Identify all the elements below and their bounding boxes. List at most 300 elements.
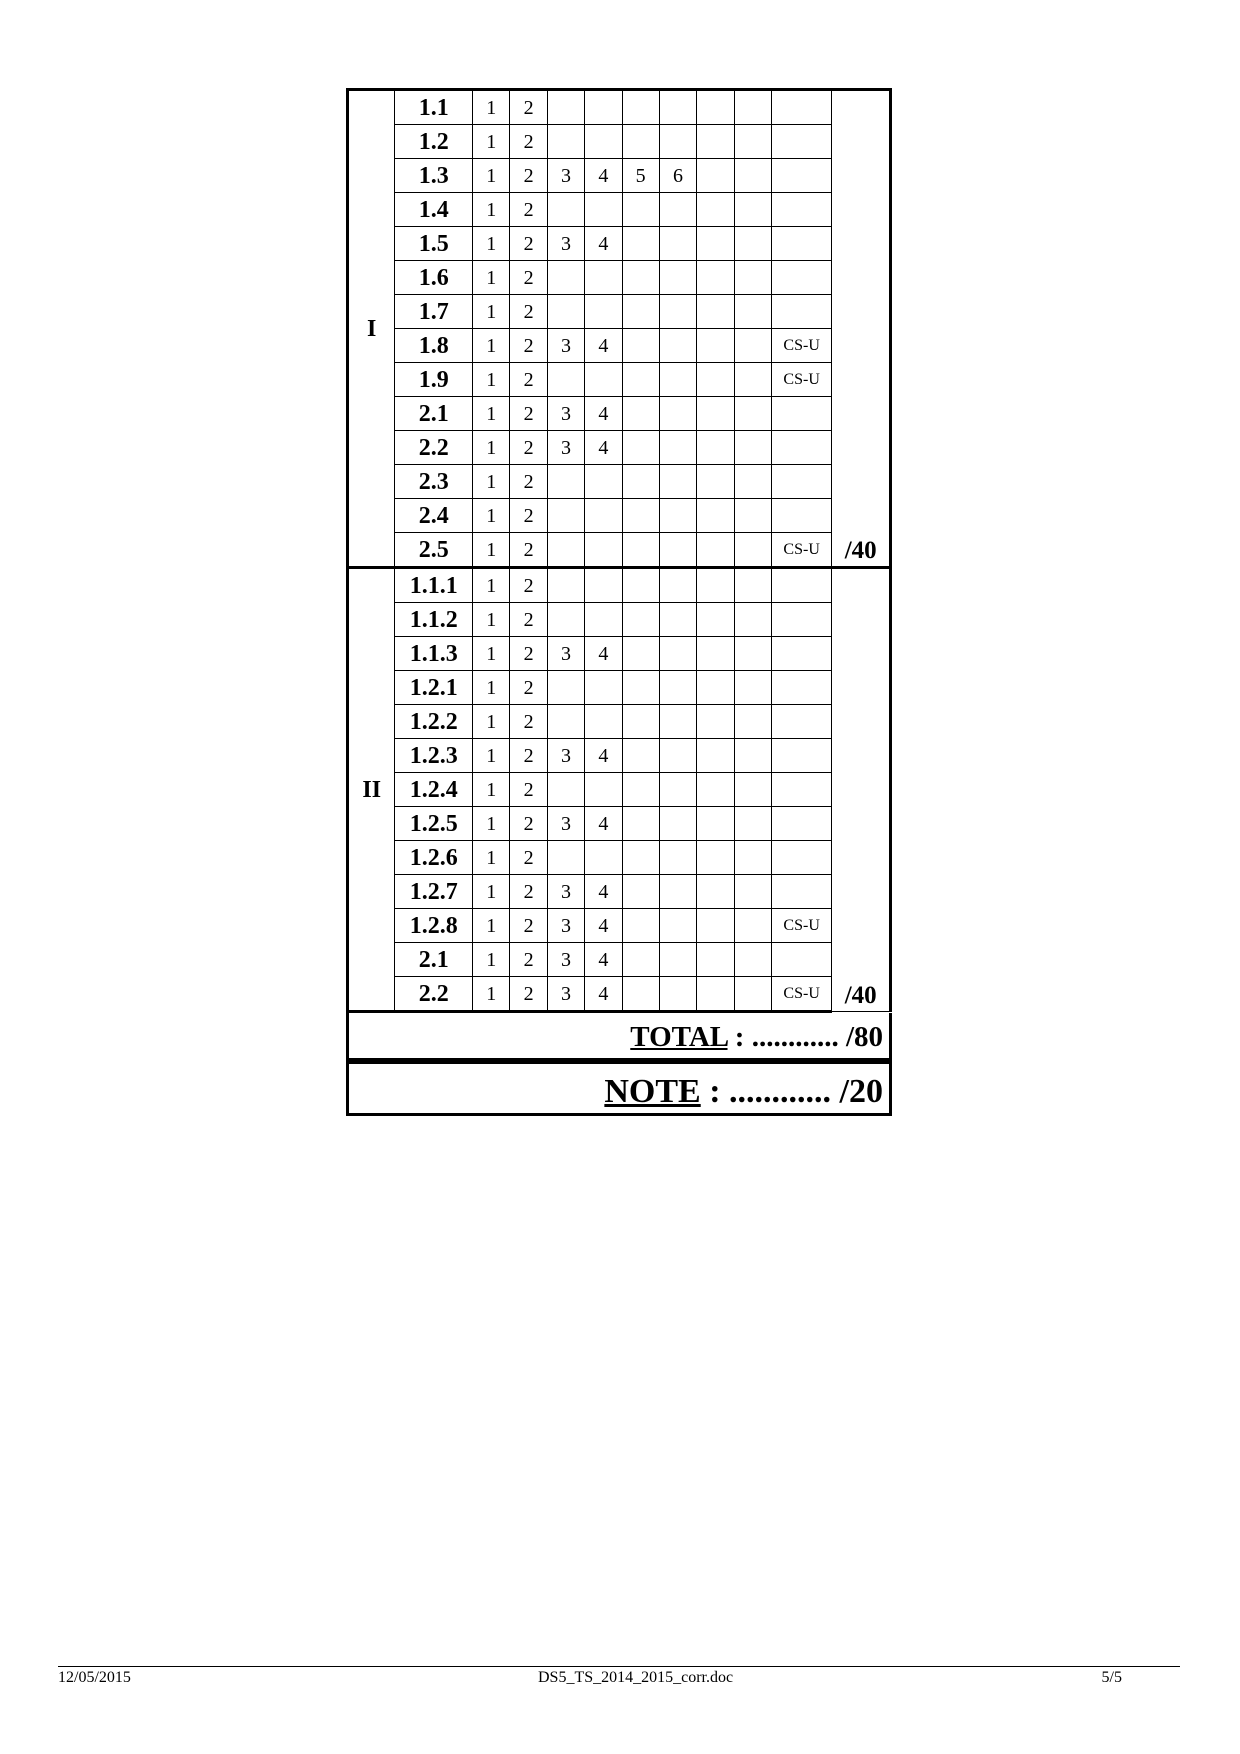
mark-cell[interactable] bbox=[697, 193, 734, 227]
grade-row bbox=[348, 329, 891, 363]
mark-cell[interactable] bbox=[734, 295, 771, 329]
mark-cell[interactable]: 2 bbox=[510, 603, 547, 637]
mark-cell[interactable] bbox=[622, 329, 659, 363]
mark-cell[interactable] bbox=[659, 603, 696, 637]
mark-cell[interactable] bbox=[622, 227, 659, 261]
mark-cell[interactable] bbox=[659, 431, 696, 465]
mark-cell[interactable]: 1 bbox=[473, 431, 510, 465]
question-number: 1.2.7 bbox=[395, 875, 473, 909]
mark-cell[interactable]: 1 bbox=[473, 295, 510, 329]
grade-row bbox=[348, 875, 891, 909]
mark-cell[interactable]: 1 bbox=[473, 671, 510, 705]
mark-cell[interactable]: 2 bbox=[510, 499, 547, 533]
grade-row bbox=[348, 295, 891, 329]
mark-cell[interactable]: 4 bbox=[585, 637, 622, 671]
question-number: 1.2.5 bbox=[395, 807, 473, 841]
mark-cell[interactable] bbox=[547, 671, 584, 705]
mark-cell[interactable] bbox=[734, 705, 771, 739]
mark-cell[interactable] bbox=[659, 329, 696, 363]
mark-cell[interactable] bbox=[585, 603, 622, 637]
mark-cell[interactable]: 2 bbox=[510, 739, 547, 773]
mark-cell[interactable] bbox=[697, 261, 734, 295]
mark-cell[interactable]: 3 bbox=[547, 875, 584, 909]
note-label: NOTE bbox=[604, 1073, 701, 1110]
note-row bbox=[346, 1061, 892, 1116]
mark-cell[interactable] bbox=[585, 465, 622, 499]
grade-row bbox=[348, 90, 891, 125]
mark-cell[interactable] bbox=[622, 125, 659, 159]
footer-filename: DS5_TS_2014_2015_corr.doc bbox=[538, 1669, 734, 1686]
question-number: 2.4 bbox=[395, 499, 473, 533]
question-number: 1.2.1 bbox=[395, 671, 473, 705]
mark-cell[interactable]: 3 bbox=[547, 909, 584, 943]
grade-row bbox=[348, 807, 891, 841]
mark-cell[interactable] bbox=[585, 568, 622, 603]
mark-cell[interactable]: 4 bbox=[585, 159, 622, 193]
grade-row bbox=[348, 603, 891, 637]
mark-cell[interactable] bbox=[547, 193, 584, 227]
part-label: I bbox=[348, 90, 395, 568]
mark-cell[interactable] bbox=[697, 603, 734, 637]
mark-cell[interactable]: 3 bbox=[547, 159, 584, 193]
cs-cell bbox=[771, 568, 832, 603]
question-number: 1.5 bbox=[395, 227, 473, 261]
cs-cell bbox=[771, 739, 832, 773]
mark-cell[interactable] bbox=[622, 977, 659, 1012]
mark-cell[interactable] bbox=[734, 90, 771, 125]
cs-cell bbox=[771, 603, 832, 637]
mark-cell[interactable] bbox=[622, 909, 659, 943]
mark-cell[interactable]: 3 bbox=[547, 977, 584, 1012]
mark-cell[interactable]: 2 bbox=[510, 841, 547, 875]
mark-cell[interactable] bbox=[622, 637, 659, 671]
mark-cell[interactable]: 2 bbox=[510, 227, 547, 261]
mark-cell[interactable] bbox=[697, 977, 734, 1012]
mark-cell[interactable] bbox=[734, 329, 771, 363]
mark-cell[interactable] bbox=[585, 295, 622, 329]
mark-cell[interactable]: 1 bbox=[473, 705, 510, 739]
mark-cell[interactable] bbox=[697, 533, 734, 568]
mark-cell[interactable]: 5 bbox=[622, 159, 659, 193]
mark-cell[interactable] bbox=[622, 603, 659, 637]
cs-cell bbox=[771, 227, 832, 261]
mark-cell[interactable] bbox=[734, 841, 771, 875]
mark-cell[interactable]: 2 bbox=[510, 977, 547, 1012]
mark-cell[interactable] bbox=[734, 943, 771, 977]
mark-cell[interactable]: 2 bbox=[510, 875, 547, 909]
mark-cell[interactable] bbox=[585, 193, 622, 227]
page-footer bbox=[58, 1666, 1180, 1689]
mark-cell[interactable]: 6 bbox=[659, 159, 696, 193]
mark-cell[interactable] bbox=[697, 227, 734, 261]
mark-cell[interactable] bbox=[734, 227, 771, 261]
cs-cell bbox=[771, 671, 832, 705]
mark-cell[interactable] bbox=[585, 841, 622, 875]
mark-cell[interactable]: 3 bbox=[547, 227, 584, 261]
footer-date: 12/05/2015 bbox=[58, 1669, 131, 1686]
mark-cell[interactable]: 2 bbox=[510, 90, 547, 125]
mark-cell[interactable] bbox=[659, 705, 696, 739]
mark-cell[interactable] bbox=[734, 159, 771, 193]
mark-cell[interactable] bbox=[622, 363, 659, 397]
mark-cell[interactable] bbox=[547, 125, 584, 159]
mark-cell[interactable]: 2 bbox=[510, 465, 547, 499]
mark-cell[interactable] bbox=[659, 465, 696, 499]
grading-grid bbox=[346, 88, 892, 1116]
mark-cell[interactable]: 2 bbox=[510, 431, 547, 465]
question-number: 1.1 bbox=[395, 90, 473, 125]
mark-cell[interactable]: 2 bbox=[510, 773, 547, 807]
mark-cell[interactable] bbox=[622, 193, 659, 227]
question-number: 1.2.2 bbox=[395, 705, 473, 739]
mark-cell[interactable] bbox=[734, 807, 771, 841]
question-number: 1.3 bbox=[395, 159, 473, 193]
mark-cell[interactable]: 2 bbox=[510, 637, 547, 671]
mark-cell[interactable]: 4 bbox=[585, 943, 622, 977]
mark-cell[interactable] bbox=[585, 261, 622, 295]
mark-cell[interactable] bbox=[697, 431, 734, 465]
mark-cell[interactable]: 1 bbox=[473, 90, 510, 125]
question-number: 1.6 bbox=[395, 261, 473, 295]
mark-cell[interactable] bbox=[547, 568, 584, 603]
mark-cell[interactable]: 1 bbox=[473, 329, 510, 363]
mark-cell[interactable] bbox=[659, 807, 696, 841]
mark-cell[interactable] bbox=[659, 773, 696, 807]
mark-cell[interactable] bbox=[697, 705, 734, 739]
mark-cell[interactable] bbox=[697, 739, 734, 773]
total-value: : ............ /80 bbox=[727, 1021, 883, 1053]
mark-cell[interactable] bbox=[697, 875, 734, 909]
mark-cell[interactable] bbox=[585, 363, 622, 397]
mark-cell[interactable]: 1 bbox=[473, 875, 510, 909]
mark-cell[interactable] bbox=[622, 841, 659, 875]
mark-cell[interactable]: 1 bbox=[473, 909, 510, 943]
mark-cell[interactable]: 2 bbox=[510, 807, 547, 841]
mark-cell[interactable]: 4 bbox=[585, 909, 622, 943]
grade-row bbox=[348, 773, 891, 807]
mark-cell[interactable] bbox=[622, 90, 659, 125]
mark-cell[interactable]: 2 bbox=[510, 705, 547, 739]
cs-cell bbox=[771, 499, 832, 533]
cs-cell bbox=[771, 705, 832, 739]
mark-cell[interactable]: 1 bbox=[473, 193, 510, 227]
cs-cell bbox=[771, 773, 832, 807]
mark-cell[interactable]: 4 bbox=[585, 431, 622, 465]
mark-cell[interactable] bbox=[697, 841, 734, 875]
cs-cell: CS-U bbox=[771, 909, 832, 943]
cs-cell bbox=[771, 295, 832, 329]
mark-cell[interactable] bbox=[659, 397, 696, 431]
mark-cell[interactable] bbox=[659, 977, 696, 1012]
mark-cell[interactable] bbox=[734, 533, 771, 568]
cs-cell: CS-U bbox=[771, 977, 832, 1012]
grade-row bbox=[348, 261, 891, 295]
mark-cell[interactable]: 1 bbox=[473, 637, 510, 671]
mark-cell[interactable] bbox=[734, 125, 771, 159]
mark-cell[interactable] bbox=[622, 807, 659, 841]
cs-cell bbox=[771, 159, 832, 193]
mark-cell[interactable]: 4 bbox=[585, 977, 622, 1012]
question-number: 1.8 bbox=[395, 329, 473, 363]
cs-cell bbox=[771, 193, 832, 227]
mark-cell[interactable]: 2 bbox=[510, 397, 547, 431]
cs-cell bbox=[771, 261, 832, 295]
mark-cell[interactable] bbox=[734, 637, 771, 671]
question-number: 2.2 bbox=[395, 431, 473, 465]
mark-cell[interactable] bbox=[585, 773, 622, 807]
mark-cell[interactable] bbox=[585, 533, 622, 568]
grade-row bbox=[348, 465, 891, 499]
mark-cell[interactable]: 3 bbox=[547, 637, 584, 671]
mark-cell[interactable]: 2 bbox=[510, 363, 547, 397]
mark-cell[interactable] bbox=[697, 773, 734, 807]
grade-row bbox=[348, 671, 891, 705]
grade-row bbox=[348, 431, 891, 465]
question-number: 2.1 bbox=[395, 943, 473, 977]
mark-cell[interactable]: 1 bbox=[473, 125, 510, 159]
mark-cell[interactable]: 1 bbox=[473, 603, 510, 637]
grade-row bbox=[348, 499, 891, 533]
mark-cell[interactable] bbox=[697, 125, 734, 159]
mark-cell[interactable] bbox=[585, 125, 622, 159]
mark-cell[interactable] bbox=[585, 90, 622, 125]
mark-cell[interactable] bbox=[697, 397, 734, 431]
question-number: 1.2 bbox=[395, 125, 473, 159]
mark-cell[interactable]: 2 bbox=[510, 329, 547, 363]
question-number: 1.2.3 bbox=[395, 739, 473, 773]
cs-cell bbox=[771, 637, 832, 671]
grade-row bbox=[348, 909, 891, 943]
mark-cell[interactable]: 1 bbox=[473, 773, 510, 807]
mark-cell[interactable]: 1 bbox=[473, 533, 510, 568]
mark-cell[interactable]: 3 bbox=[547, 739, 584, 773]
mark-cell[interactable] bbox=[697, 90, 734, 125]
mark-cell[interactable] bbox=[734, 603, 771, 637]
mark-cell[interactable]: 4 bbox=[585, 807, 622, 841]
mark-cell[interactable] bbox=[622, 705, 659, 739]
mark-cell[interactable] bbox=[659, 568, 696, 603]
mark-cell[interactable] bbox=[547, 841, 584, 875]
mark-cell[interactable]: 1 bbox=[473, 261, 510, 295]
mark-cell[interactable] bbox=[547, 261, 584, 295]
mark-cell[interactable] bbox=[697, 465, 734, 499]
mark-cell[interactable] bbox=[697, 807, 734, 841]
grade-row bbox=[348, 705, 891, 739]
question-number: 2.3 bbox=[395, 465, 473, 499]
mark-cell[interactable] bbox=[659, 499, 696, 533]
cs-cell: CS-U bbox=[771, 363, 832, 397]
mark-cell[interactable] bbox=[659, 90, 696, 125]
mark-cell[interactable] bbox=[622, 739, 659, 773]
grade-row bbox=[348, 568, 891, 603]
mark-cell[interactable] bbox=[547, 465, 584, 499]
mark-cell[interactable] bbox=[734, 977, 771, 1012]
mark-cell[interactable]: 4 bbox=[585, 227, 622, 261]
mark-cell[interactable] bbox=[547, 90, 584, 125]
mark-cell[interactable]: 2 bbox=[510, 295, 547, 329]
mark-cell[interactable] bbox=[697, 295, 734, 329]
mark-cell[interactable]: 1 bbox=[473, 227, 510, 261]
mark-cell[interactable] bbox=[734, 568, 771, 603]
part-subtotal: /40 bbox=[832, 568, 891, 1012]
mark-cell[interactable]: 4 bbox=[585, 875, 622, 909]
mark-cell[interactable] bbox=[734, 499, 771, 533]
mark-cell[interactable]: 2 bbox=[510, 261, 547, 295]
mark-cell[interactable]: 2 bbox=[510, 533, 547, 568]
mark-cell[interactable] bbox=[622, 431, 659, 465]
mark-cell[interactable]: 3 bbox=[547, 431, 584, 465]
mark-cell[interactable]: 2 bbox=[510, 159, 547, 193]
mark-cell[interactable] bbox=[734, 261, 771, 295]
mark-cell[interactable] bbox=[659, 841, 696, 875]
mark-cell[interactable] bbox=[547, 533, 584, 568]
mark-cell[interactable] bbox=[734, 465, 771, 499]
mark-cell[interactable]: 1 bbox=[473, 159, 510, 193]
mark-cell[interactable]: 1 bbox=[473, 499, 510, 533]
mark-cell[interactable]: 2 bbox=[510, 943, 547, 977]
grade-row bbox=[348, 159, 891, 193]
mark-cell[interactable]: 1 bbox=[473, 807, 510, 841]
mark-cell[interactable] bbox=[659, 943, 696, 977]
mark-cell[interactable] bbox=[697, 363, 734, 397]
mark-cell[interactable] bbox=[622, 261, 659, 295]
question-number: 1.2.4 bbox=[395, 773, 473, 807]
mark-cell[interactable]: 1 bbox=[473, 397, 510, 431]
question-number: 1.2.8 bbox=[395, 909, 473, 943]
mark-cell[interactable] bbox=[622, 397, 659, 431]
mark-cell[interactable] bbox=[659, 227, 696, 261]
mark-cell[interactable] bbox=[734, 363, 771, 397]
mark-cell[interactable] bbox=[734, 773, 771, 807]
total-label: TOTAL bbox=[630, 1021, 728, 1053]
mark-cell[interactable]: 3 bbox=[547, 329, 584, 363]
mark-cell[interactable] bbox=[697, 909, 734, 943]
footer-page-number: 5/5 bbox=[1101, 1669, 1122, 1686]
cs-cell bbox=[771, 943, 832, 977]
grading-table bbox=[346, 88, 892, 1013]
grade-row bbox=[348, 977, 891, 1012]
mark-cell[interactable]: 3 bbox=[547, 943, 584, 977]
mark-cell[interactable]: 2 bbox=[510, 125, 547, 159]
mark-cell[interactable] bbox=[659, 261, 696, 295]
cs-cell bbox=[771, 875, 832, 909]
cs-cell bbox=[771, 465, 832, 499]
mark-cell[interactable] bbox=[697, 329, 734, 363]
mark-cell[interactable]: 4 bbox=[585, 397, 622, 431]
mark-cell[interactable]: 4 bbox=[585, 739, 622, 773]
mark-cell[interactable] bbox=[734, 739, 771, 773]
mark-cell[interactable] bbox=[734, 193, 771, 227]
mark-cell[interactable]: 1 bbox=[473, 841, 510, 875]
mark-cell[interactable] bbox=[622, 465, 659, 499]
question-number: 1.1.2 bbox=[395, 603, 473, 637]
mark-cell[interactable] bbox=[697, 671, 734, 705]
cs-cell bbox=[771, 431, 832, 465]
mark-cell[interactable]: 2 bbox=[510, 568, 547, 603]
mark-cell[interactable] bbox=[734, 431, 771, 465]
mark-cell[interactable] bbox=[547, 499, 584, 533]
mark-cell[interactable] bbox=[547, 603, 584, 637]
mark-cell[interactable]: 1 bbox=[473, 568, 510, 603]
mark-cell[interactable] bbox=[697, 943, 734, 977]
mark-cell[interactable] bbox=[734, 909, 771, 943]
mark-cell[interactable]: 2 bbox=[510, 193, 547, 227]
mark-cell[interactable] bbox=[659, 125, 696, 159]
mark-cell[interactable]: 1 bbox=[473, 943, 510, 977]
mark-cell[interactable] bbox=[585, 671, 622, 705]
mark-cell[interactable]: 4 bbox=[585, 329, 622, 363]
cs-cell bbox=[771, 125, 832, 159]
question-number: 1.7 bbox=[395, 295, 473, 329]
question-number: 1.1.1 bbox=[395, 568, 473, 603]
mark-cell[interactable] bbox=[547, 773, 584, 807]
mark-cell[interactable] bbox=[697, 637, 734, 671]
mark-cell[interactable] bbox=[622, 295, 659, 329]
mark-cell[interactable] bbox=[659, 363, 696, 397]
mark-cell[interactable] bbox=[622, 533, 659, 568]
mark-cell[interactable] bbox=[659, 671, 696, 705]
mark-cell[interactable]: 2 bbox=[510, 671, 547, 705]
mark-cell[interactable]: 3 bbox=[547, 397, 584, 431]
mark-cell[interactable] bbox=[659, 637, 696, 671]
mark-cell[interactable] bbox=[585, 499, 622, 533]
mark-cell[interactable] bbox=[659, 193, 696, 227]
mark-cell[interactable] bbox=[659, 295, 696, 329]
mark-cell[interactable] bbox=[622, 875, 659, 909]
mark-cell[interactable] bbox=[734, 671, 771, 705]
mark-cell[interactable]: 1 bbox=[473, 739, 510, 773]
grade-row bbox=[348, 397, 891, 431]
mark-cell[interactable] bbox=[622, 671, 659, 705]
mark-cell[interactable]: 1 bbox=[473, 465, 510, 499]
mark-cell[interactable]: 1 bbox=[473, 363, 510, 397]
grade-row bbox=[348, 193, 891, 227]
mark-cell[interactable] bbox=[659, 533, 696, 568]
mark-cell[interactable] bbox=[622, 773, 659, 807]
mark-cell[interactable] bbox=[622, 568, 659, 603]
mark-cell[interactable] bbox=[659, 739, 696, 773]
cs-cell bbox=[771, 841, 832, 875]
mark-cell[interactable] bbox=[622, 943, 659, 977]
question-number: 2.1 bbox=[395, 397, 473, 431]
grade-row bbox=[348, 943, 891, 977]
mark-cell[interactable] bbox=[734, 875, 771, 909]
mark-cell[interactable] bbox=[547, 705, 584, 739]
cs-cell bbox=[771, 90, 832, 125]
grade-row bbox=[348, 533, 891, 568]
mark-cell[interactable] bbox=[697, 568, 734, 603]
mark-cell[interactable] bbox=[659, 909, 696, 943]
mark-cell[interactable] bbox=[659, 875, 696, 909]
mark-cell[interactable]: 2 bbox=[510, 909, 547, 943]
cs-cell: CS-U bbox=[771, 533, 832, 568]
question-number: 1.1.3 bbox=[395, 637, 473, 671]
mark-cell[interactable]: 1 bbox=[473, 977, 510, 1012]
mark-cell[interactable] bbox=[734, 397, 771, 431]
mark-cell[interactable]: 3 bbox=[547, 807, 584, 841]
mark-cell[interactable] bbox=[547, 295, 584, 329]
part-label: II bbox=[348, 568, 395, 1012]
grade-row bbox=[348, 125, 891, 159]
mark-cell[interactable] bbox=[585, 705, 622, 739]
mark-cell[interactable] bbox=[622, 499, 659, 533]
grade-row bbox=[348, 363, 891, 397]
mark-cell[interactable] bbox=[697, 499, 734, 533]
question-number: 1.9 bbox=[395, 363, 473, 397]
mark-cell[interactable] bbox=[697, 159, 734, 193]
mark-cell[interactable] bbox=[547, 363, 584, 397]
part-subtotal: /40 bbox=[832, 90, 891, 568]
